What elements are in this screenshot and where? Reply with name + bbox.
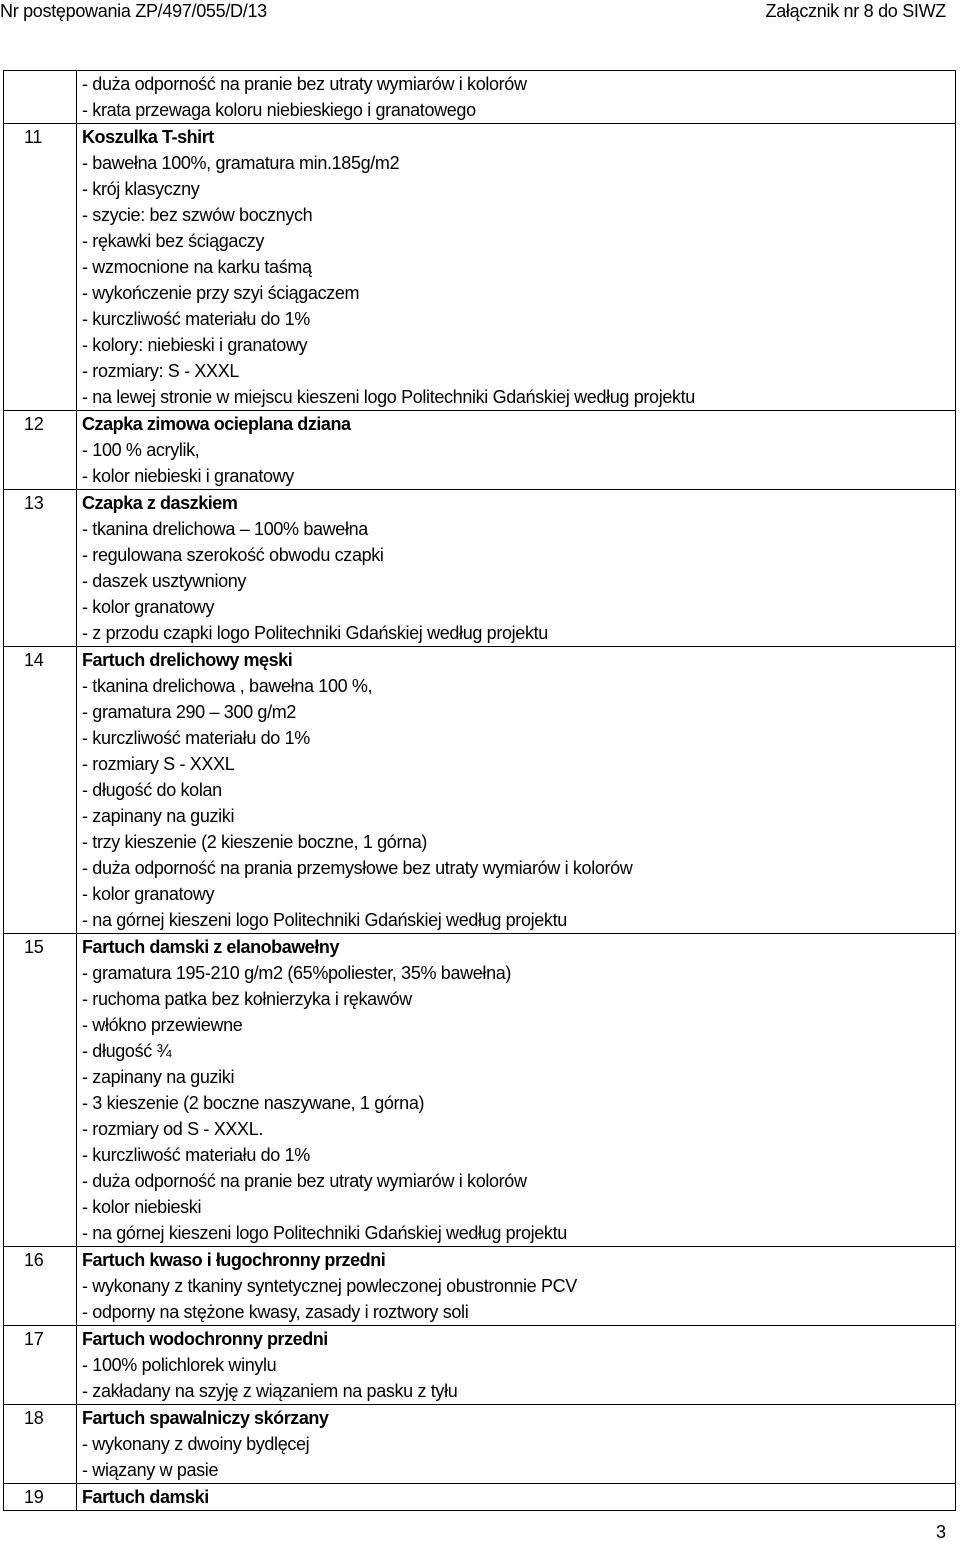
- item-spec-line: - gramatura 195-210 g/m2 (65%poliester, 35% bawełna): [82, 963, 512, 983]
- item-spec-line: - na lewej stronie w miejscu kieszeni logo Politechniki Gdańskiej według projektu: [82, 387, 695, 407]
- table-row: [4, 647, 956, 934]
- item-number: 15: [4, 934, 77, 1247]
- item-spec-line: - 100 % acrylik,: [82, 440, 200, 460]
- table-row: [4, 934, 956, 1247]
- table-row: [4, 490, 956, 647]
- item-spec-line: - kolor niebieski: [82, 1197, 202, 1217]
- item-spec-line: - odporny na stężone kwasy, zasady i roztwory soli: [82, 1302, 469, 1322]
- item-spec-line: - 100% polichlorek winylu: [82, 1355, 277, 1375]
- item-spec-line: - rozmiary od S - XXXL.: [82, 1119, 264, 1139]
- item-spec-line: - na górnej kieszeni logo Politechniki Gdańskiej według projektu: [82, 910, 567, 930]
- item-description: [77, 647, 956, 934]
- item-title: Fartuch damski z elanobawełny: [82, 937, 340, 957]
- page-header: [0, 0, 960, 24]
- attachment-label: Załącznik nr 8 do SIWZ: [765, 1, 946, 21]
- item-spec-line: - kurczliwość materiału do 1%: [82, 728, 310, 748]
- item-description: [77, 490, 956, 647]
- item-description: [77, 124, 956, 411]
- item-number: 16: [4, 1247, 77, 1326]
- item-spec-line: - wykończenie przy szyi ściągaczem: [82, 283, 360, 303]
- item-number: 19: [4, 1484, 77, 1511]
- item-title: Fartuch spawalniczy skórzany: [82, 1408, 329, 1428]
- item-description: [77, 934, 956, 1247]
- item-number: [4, 71, 77, 124]
- page-number: 3: [935, 1522, 946, 1542]
- item-spec-line: - rękawki bez ściągaczy: [82, 231, 265, 251]
- item-spec-line: - krój klasyczny: [82, 179, 200, 199]
- item-spec-line: - na górnej kieszeni logo Politechniki Gdańskiej według projektu: [82, 1223, 567, 1243]
- item-spec-line: - wykonany z dwoiny bydlęcej: [82, 1434, 310, 1454]
- item-spec-line: - rozmiary: S - XXXL: [82, 361, 240, 381]
- table-row: [4, 1405, 956, 1484]
- item-number: 17: [4, 1326, 77, 1405]
- item-spec-line: - duża odporność na pranie bez utraty wymiarów i kolorów: [82, 74, 527, 94]
- item-spec-line: - kolory: niebieski i granatowy: [82, 335, 308, 355]
- item-spec-line: - trzy kieszenie (2 kieszenie boczne, 1 górna): [82, 832, 428, 852]
- item-spec-line: - długość ¾: [82, 1041, 172, 1061]
- item-number: 12: [4, 411, 77, 490]
- item-spec-line: - zapinany na guziki: [82, 1067, 235, 1087]
- item-spec-line: - tkanina drelichowa , bawełna 100 %,: [82, 676, 373, 696]
- item-spec-line: - kurczliwość materiału do 1%: [82, 1145, 310, 1165]
- item-title: Fartuch kwaso i ługochronny przedni: [82, 1250, 386, 1270]
- item-number: 14: [4, 647, 77, 934]
- table-row: [4, 124, 956, 411]
- item-spec-line: - wzmocnione na karku taśmą: [82, 257, 312, 277]
- item-spec-line: - z przodu czapki logo Politechniki Gdańskiej według projektu: [82, 623, 548, 643]
- item-spec-line: - zakładany na szyję z wiązaniem na pasku z tyłu: [82, 1381, 458, 1401]
- item-number: 18: [4, 1405, 77, 1484]
- item-spec-line: - kolor granatowy: [82, 884, 215, 904]
- item-title: Fartuch drelichowy męski: [82, 650, 293, 670]
- item-title: Koszulka T-shirt: [82, 127, 214, 147]
- item-spec-line: - wykonany z tkaniny syntetycznej powleczonej obustronnie PCV: [82, 1276, 577, 1296]
- item-description: [77, 411, 956, 490]
- item-spec-line: - wiązany w pasie: [82, 1460, 219, 1480]
- item-spec-line: - regulowana szerokość obwodu czapki: [82, 545, 384, 565]
- item-description: [77, 1484, 956, 1511]
- table-row: [4, 1484, 956, 1511]
- item-spec-line: - duża odporność na prania przemysłowe bez utraty wymiarów i kolorów: [82, 858, 633, 878]
- item-title: Czapka zimowa ocieplana dziana: [82, 414, 351, 434]
- item-spec-line: - krata przewaga koloru niebieskiego i granatowego: [82, 100, 476, 120]
- item-spec-line: - kolor niebieski i granatowy: [82, 466, 294, 486]
- item-number: 13: [4, 490, 77, 647]
- item-spec-line: - zapinany na guziki: [82, 806, 235, 826]
- item-spec-line: - rozmiary S - XXXL: [82, 754, 235, 774]
- item-spec-line: - włókno przewiewne: [82, 1015, 243, 1035]
- item-spec-line: - tkanina drelichowa – 100% bawełna: [82, 519, 368, 539]
- item-spec-line: - daszek usztywniony: [82, 571, 247, 591]
- item-description: [77, 1405, 956, 1484]
- item-title: Czapka z daszkiem: [82, 493, 238, 513]
- item-spec-line: - długość do kolan: [82, 780, 222, 800]
- specification-table-body: [4, 71, 956, 1511]
- item-description: [77, 1326, 956, 1405]
- item-spec-line: - szycie: bez szwów bocznych: [82, 205, 313, 225]
- procedure-number: Nr postępowania ZP/497/055/D/13: [0, 1, 267, 21]
- item-spec-line: - kurczliwość materiału do 1%: [82, 309, 310, 329]
- table-row: [4, 1247, 956, 1326]
- item-description: [77, 71, 956, 124]
- item-spec-line: - duża odporność na pranie bez utraty wymiarów i kolorów: [82, 1171, 527, 1191]
- table-row: [4, 1326, 956, 1405]
- item-spec-line: - bawełna 100%, gramatura min.185g/m2: [82, 153, 400, 173]
- item-description: [77, 1247, 956, 1326]
- item-spec-line: - ruchoma patka bez kołnierzyka i rękawów: [82, 989, 412, 1009]
- item-number: 11: [4, 124, 77, 411]
- item-spec-line: - 3 kieszenie (2 boczne naszywane, 1 górna): [82, 1093, 425, 1113]
- item-spec-line: - gramatura 290 – 300 g/m2: [82, 702, 297, 722]
- table-row: [4, 411, 956, 490]
- item-spec-line: - kolor granatowy: [82, 597, 215, 617]
- item-title: Fartuch wodochronny przedni: [82, 1329, 328, 1349]
- item-title: Fartuch damski: [82, 1487, 209, 1507]
- table-row: [4, 71, 956, 124]
- specification-table: [3, 70, 956, 1511]
